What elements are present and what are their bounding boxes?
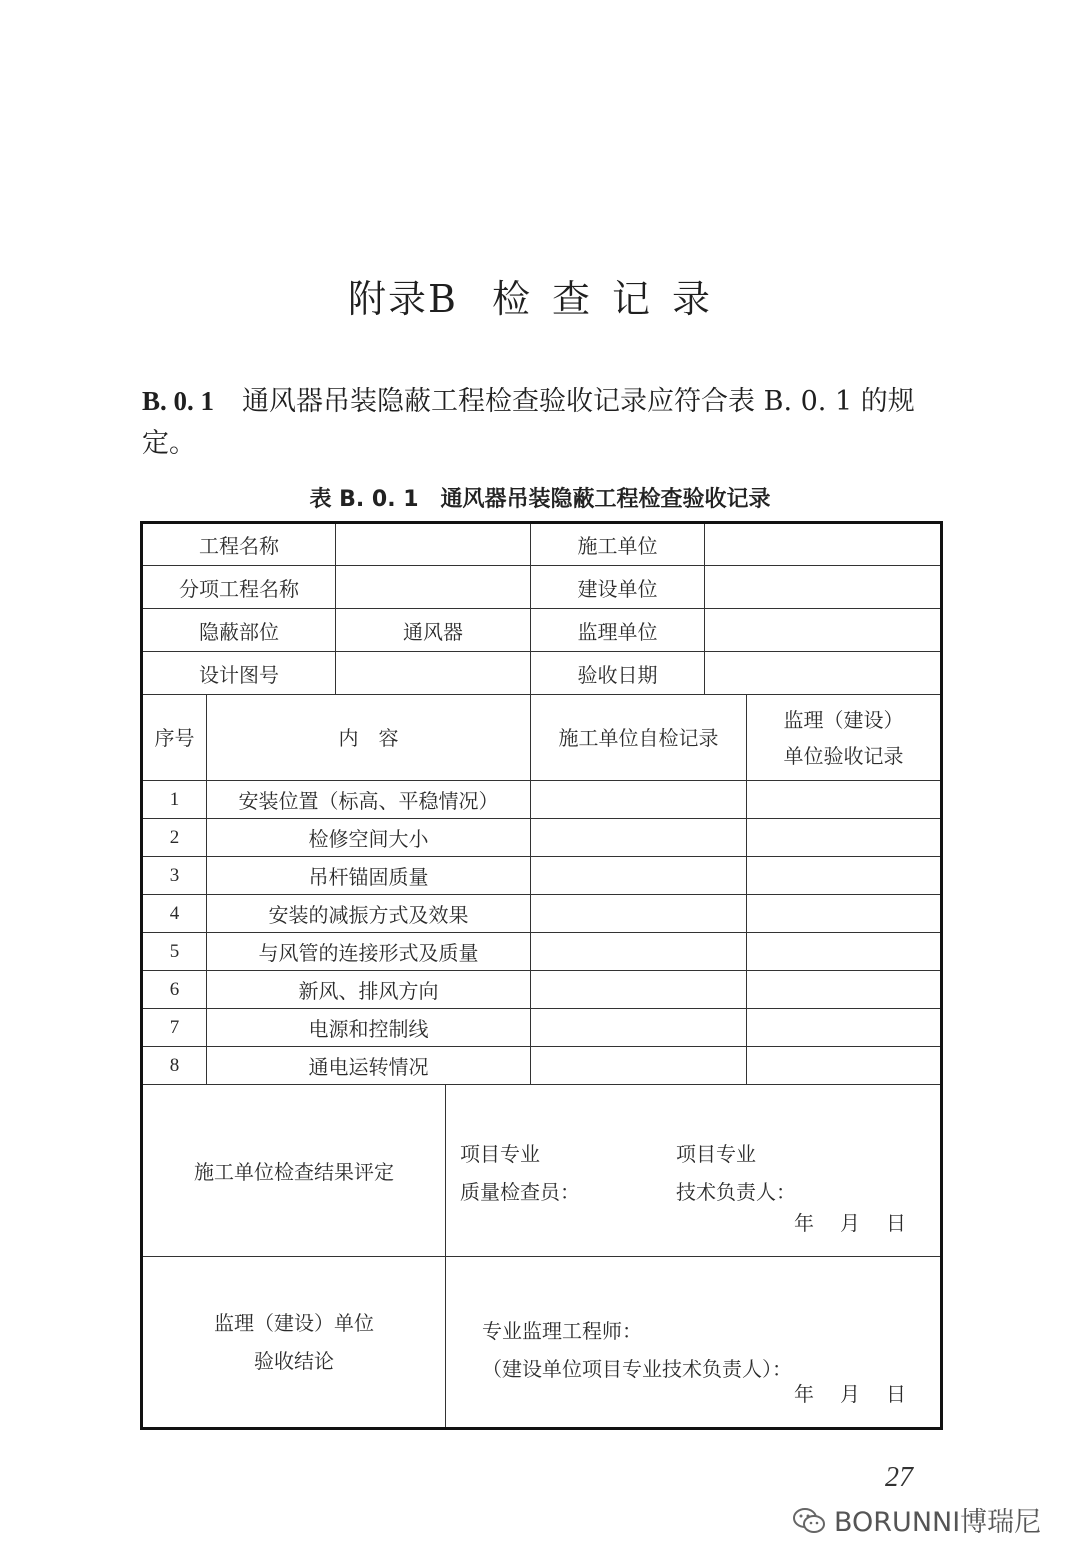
row-index: 8 bbox=[142, 1047, 207, 1085]
inspection-record-table bbox=[140, 521, 943, 1430]
row-index: 6 bbox=[142, 971, 207, 1009]
label-sub-project: 分项工程名称 bbox=[142, 566, 336, 609]
row-index: 7 bbox=[142, 1009, 207, 1047]
row-content: 安装位置（标高、平稳情况） bbox=[207, 781, 531, 819]
label-project-name: 工程名称 bbox=[142, 523, 336, 566]
supervision-result-label: 监理（建设）单位 验收结论 bbox=[142, 1257, 446, 1429]
value-supervision-unit[interactable] bbox=[705, 609, 942, 652]
table-row bbox=[142, 781, 942, 819]
label-hidden-part: 隐蔽部位 bbox=[142, 609, 336, 652]
row-supervision[interactable] bbox=[747, 1047, 942, 1085]
header-content: 内 容 bbox=[207, 695, 531, 781]
clause-text: 通风器吊装隐蔽工程检查验收记录应符合表 B. 0. 1 的规定。 bbox=[142, 386, 915, 459]
table-row bbox=[142, 857, 942, 895]
table-row bbox=[142, 1009, 942, 1047]
label-supervision-unit: 监理单位 bbox=[531, 609, 705, 652]
quality-inspector-signature: 项目专业 质量检查员： bbox=[460, 1142, 580, 1204]
clause-number: B. 0. 1 bbox=[142, 386, 215, 416]
table-caption bbox=[0, 482, 1080, 513]
watermark bbox=[792, 1500, 1041, 1539]
row-content: 检修空间大小 bbox=[207, 819, 531, 857]
row-index: 1 bbox=[142, 781, 207, 819]
table-row bbox=[142, 1047, 942, 1085]
row-self-check[interactable] bbox=[531, 971, 747, 1009]
value-hidden-part: 通风器 bbox=[336, 609, 531, 652]
row-self-check[interactable] bbox=[531, 1047, 747, 1085]
row-content: 电源和控制线 bbox=[207, 1009, 531, 1047]
value-accept-date[interactable] bbox=[705, 652, 942, 695]
row-content: 与风管的连接形式及质量 bbox=[207, 933, 531, 971]
info-row bbox=[142, 566, 942, 609]
clause-paragraph bbox=[142, 380, 952, 465]
row-content: 吊杆锚固质量 bbox=[207, 857, 531, 895]
header-supervision-line1: 监理（建设） bbox=[783, 707, 904, 732]
row-self-check[interactable] bbox=[531, 933, 747, 971]
row-index: 4 bbox=[142, 895, 207, 933]
row-supervision[interactable] bbox=[747, 857, 942, 895]
value-construction-unit[interactable] bbox=[705, 523, 942, 566]
table-caption-number: 表 B. 0. 1 bbox=[309, 487, 419, 512]
table-caption-text: 通风器吊装隐蔽工程检查验收记录 bbox=[440, 487, 771, 512]
label-drawing-no: 设计图号 bbox=[142, 652, 336, 695]
value-owner-unit[interactable] bbox=[705, 566, 942, 609]
value-drawing-no[interactable] bbox=[336, 652, 531, 695]
info-row bbox=[142, 523, 942, 566]
info-row bbox=[142, 652, 942, 695]
supervision-result-date: 年 月 日 bbox=[794, 1382, 906, 1406]
header-seq: 序号 bbox=[142, 695, 207, 781]
row-content: 新风、排风方向 bbox=[207, 971, 531, 1009]
row-content: 通电运转情况 bbox=[207, 1047, 531, 1085]
appendix-prefix: 附录B bbox=[348, 277, 458, 321]
row-self-check[interactable] bbox=[531, 819, 747, 857]
construction-result-row bbox=[142, 1085, 942, 1257]
row-supervision[interactable] bbox=[747, 781, 942, 819]
technical-lead-signature: 项目专业 技术负责人： bbox=[676, 1142, 796, 1204]
construction-result-date: 年 月 日 bbox=[794, 1211, 906, 1235]
value-sub-project[interactable] bbox=[336, 566, 531, 609]
value-project-name[interactable] bbox=[336, 523, 531, 566]
row-supervision[interactable] bbox=[747, 933, 942, 971]
table-row bbox=[142, 971, 942, 1009]
appendix-main-title: 检查记录 bbox=[491, 277, 732, 321]
appendix-title bbox=[0, 268, 1080, 323]
construction-result-signature[interactable] bbox=[446, 1085, 942, 1257]
supervision-engineer-signature: 专业监理工程师： （建设单位项目专业技术负责人）： bbox=[482, 1319, 792, 1381]
row-self-check[interactable] bbox=[531, 1009, 747, 1047]
table-row bbox=[142, 895, 942, 933]
row-supervision[interactable] bbox=[747, 971, 942, 1009]
watermark-text: BORUNNI博瑞尼 bbox=[834, 1507, 1042, 1538]
row-supervision[interactable] bbox=[747, 1009, 942, 1047]
header-self-check: 施工单位自检记录 bbox=[531, 695, 747, 781]
label-accept-date: 验收日期 bbox=[531, 652, 705, 695]
label-construction-unit: 施工单位 bbox=[531, 523, 705, 566]
wechat-icon bbox=[792, 1507, 826, 1535]
info-row bbox=[142, 609, 942, 652]
row-supervision[interactable] bbox=[747, 895, 942, 933]
row-index: 5 bbox=[142, 933, 207, 971]
supervision-result-signature[interactable] bbox=[446, 1257, 942, 1429]
row-content: 安装的减振方式及效果 bbox=[207, 895, 531, 933]
construction-result-label: 施工单位检查结果评定 bbox=[142, 1085, 446, 1257]
row-self-check[interactable] bbox=[531, 895, 747, 933]
header-supervision-line2: 单位验收记录 bbox=[783, 743, 904, 768]
row-index: 3 bbox=[142, 857, 207, 895]
table-row bbox=[142, 933, 942, 971]
label-owner-unit: 建设单位 bbox=[531, 566, 705, 609]
header-supervision bbox=[747, 695, 942, 781]
page-number: 27 bbox=[885, 1462, 913, 1493]
row-supervision[interactable] bbox=[747, 819, 942, 857]
row-self-check[interactable] bbox=[531, 857, 747, 895]
header-row bbox=[142, 695, 942, 781]
supervision-result-row bbox=[142, 1257, 942, 1429]
row-index: 2 bbox=[142, 819, 207, 857]
table-row bbox=[142, 819, 942, 857]
row-self-check[interactable] bbox=[531, 781, 747, 819]
